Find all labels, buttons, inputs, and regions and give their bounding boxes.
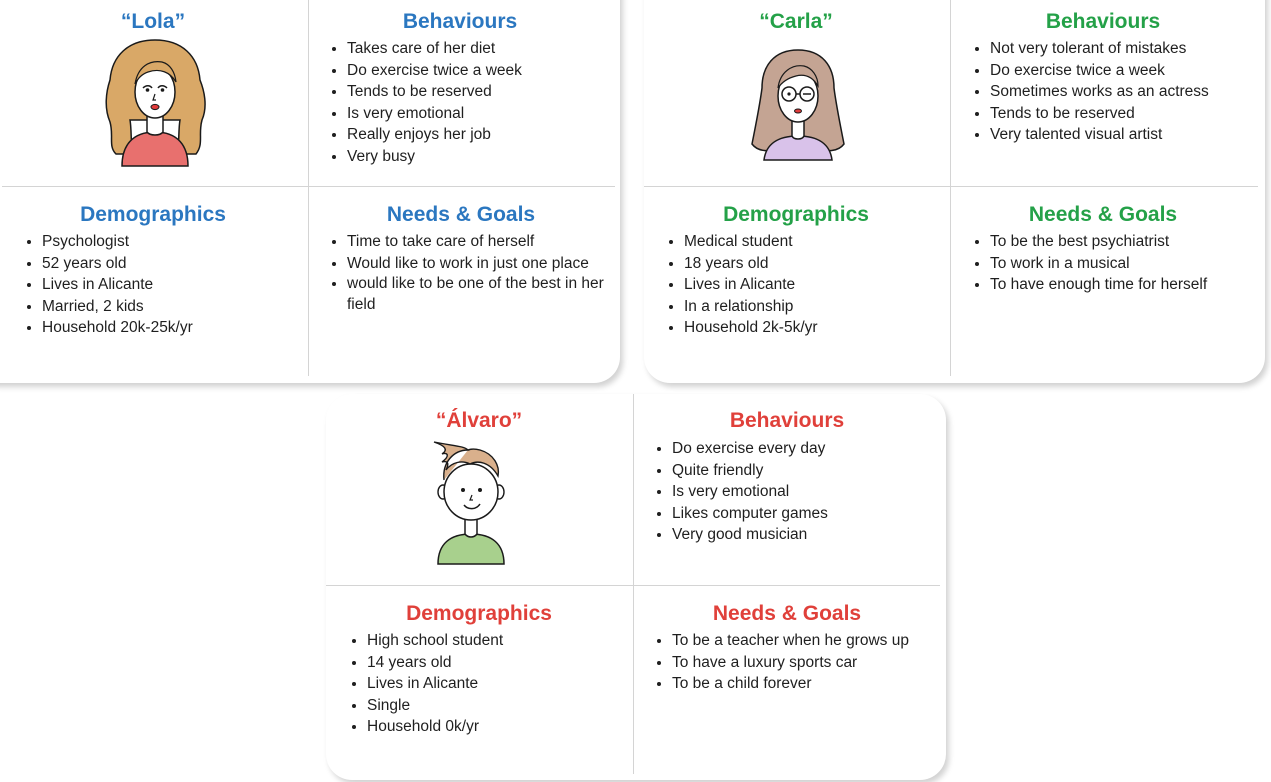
list-item: • Very good musician [672,524,952,546]
list-item: • 52 years old [42,253,312,275]
needs-goals-heading: Needs & Goals [386,203,536,226]
behaviours-list [327,38,622,168]
list-item: • To work in a musical [990,253,1271,275]
list-item: • Psychologist [42,231,312,253]
list-item: • Medical student [684,231,954,253]
list-item: • Household 0k/yr [367,716,637,738]
list-item: • Household 2k-5k/yr [684,317,954,339]
list-item: • High school student [367,630,637,652]
demographics-list [347,630,637,738]
needs-goals-heading: Needs & Goals [712,602,862,625]
list-item: • To be a child forever [672,673,957,695]
carla-avatar-illustration [748,44,848,162]
list-item: • To be the best psychiatrist [990,231,1271,253]
list-item: • Married, 2 kids [42,296,312,318]
list-item: • Lives in Alicante [684,274,954,296]
demographics-list [664,231,954,339]
list-item: • Time to take care of herself [347,231,629,253]
list-item: • To have a luxury sports car [672,652,957,674]
list-item: • Do exercise twice a week [347,60,622,82]
demographics-heading: Demographics [723,203,869,226]
card-divider-horizontal [2,186,615,187]
list-item: • Quite friendly [672,460,952,482]
demographics-list [22,231,312,339]
list-item: • Is very emotional [347,103,622,125]
behaviours-heading: Behaviours [402,10,518,33]
list-item: • Would like to work in just one place [347,253,629,275]
list-item: • Very busy [347,146,622,168]
list-item: • Not very tolerant of mistakes [990,38,1270,60]
list-item: • Tends to be reserved [990,103,1270,125]
needs-goals-list [652,630,957,695]
list-item: • Household 20k-25k/yr [42,317,312,339]
list-item: • Is very emotional [672,481,952,503]
list-item: • would like to be one of the best in her field [347,274,629,315]
list-item: • Likes computer games [672,503,952,525]
behaviours-list [652,438,952,546]
list-item: • To be a teacher when he grows up [672,630,957,652]
list-item: • 14 years old [367,652,637,674]
list-item: • Really enjoys her job [347,124,622,146]
demographics-heading: Demographics [80,203,226,226]
list-item: • Lives in Alicante [367,673,637,695]
list-item: • Takes care of her diet [347,38,622,60]
list-item: • Tends to be reserved [347,81,622,103]
lola-avatar-illustration [100,36,210,168]
list-item: • Single [367,695,637,717]
list-item: • In a relationship [684,296,954,318]
persona-name: “Carla” [759,10,833,33]
needs-goals-heading: Needs & Goals [1028,203,1178,226]
demographics-heading: Demographics [406,602,552,625]
behaviours-heading: Behaviours [729,409,845,432]
list-item: • Sometimes works as an actress [990,81,1270,103]
card-divider-horizontal [644,186,1258,187]
list-item: • Do exercise every day [672,438,952,460]
behaviours-list [970,38,1270,146]
list-item: • Do exercise twice a week [990,60,1270,82]
list-item: • 18 years old [684,253,954,275]
alvaro-avatar-illustration [428,440,514,566]
needs-goals-list [327,231,629,315]
persona-name: “Lola” [120,10,186,33]
persona-name: “Álvaro” [435,409,523,432]
behaviours-heading: Behaviours [1045,10,1161,33]
list-item: • Lives in Alicante [42,274,312,296]
list-item: • To have enough time for herself [990,274,1271,296]
needs-goals-list [970,231,1271,296]
list-item: • Very talented visual artist [990,124,1270,146]
card-divider-horizontal [326,585,940,586]
